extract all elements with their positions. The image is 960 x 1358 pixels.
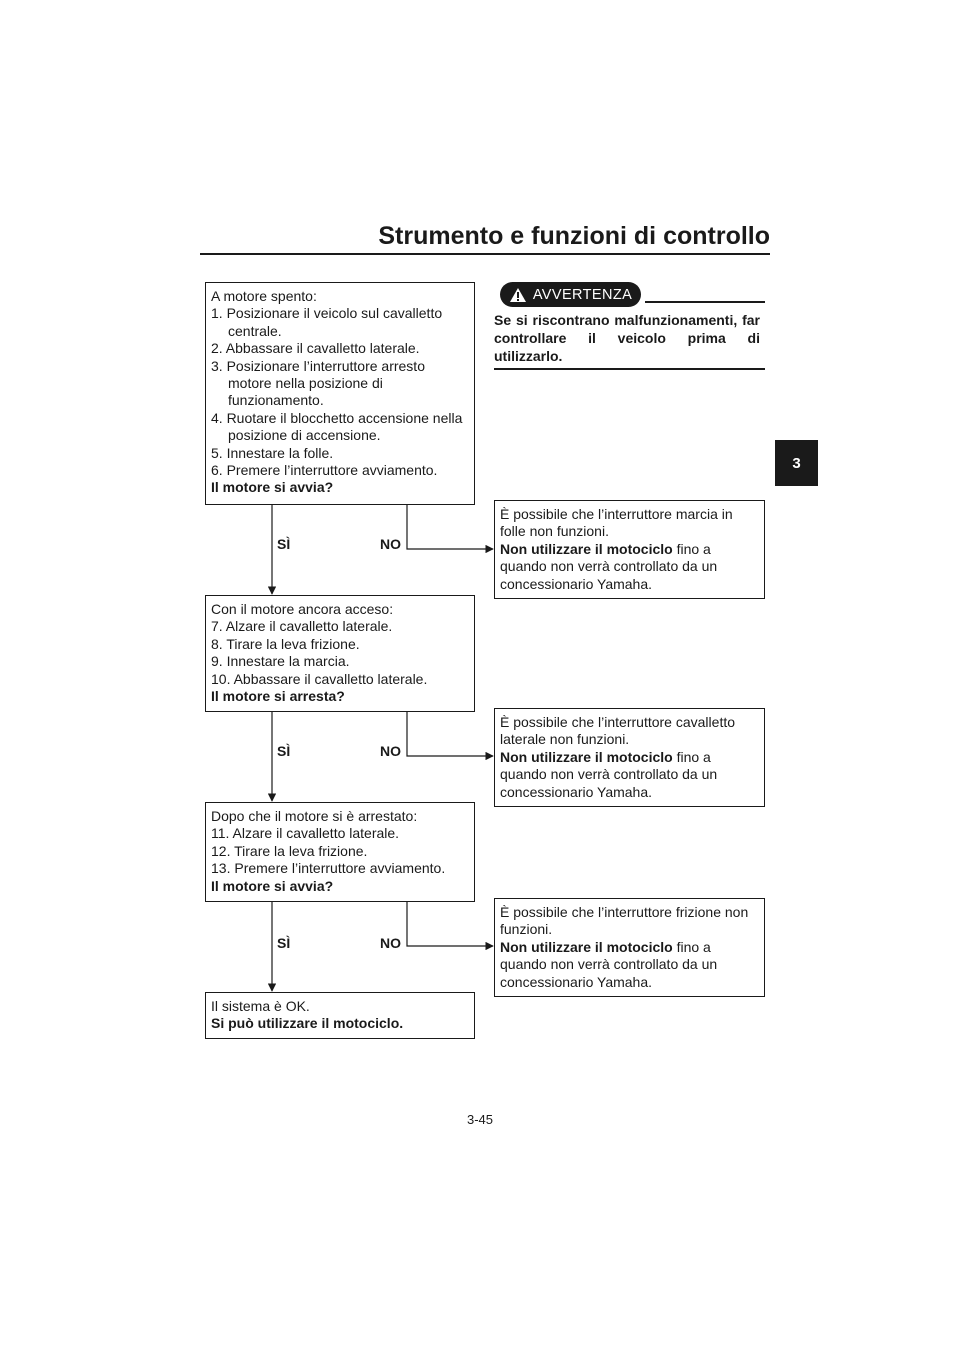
- page-number: 3-45: [466, 1112, 494, 1127]
- result-text: quando non verrà controllato da un: [500, 956, 718, 973]
- flow-step: 11. Alzare il cavalletto laterale.: [211, 825, 400, 842]
- result-text: È possibile che l’interruttore cavalletto: [500, 714, 736, 730]
- result-box-2: [494, 708, 765, 807]
- flow-box-3-question: Il motore si avvia?: [211, 877, 334, 894]
- result-bold: Non utilizzare il motociclo: [500, 938, 673, 955]
- flow-box-3: [205, 802, 475, 902]
- flow-step: 7. Alzare il cavalletto laterale.: [211, 618, 393, 635]
- result-text: [500, 939, 759, 956]
- yes-label-1: SÌ: [277, 536, 291, 552]
- no-arrow-3: [407, 902, 493, 946]
- flow-box-3-intro: Dopo che il motore si è arrestato:: [211, 808, 418, 824]
- chapter-tab: 3: [775, 440, 818, 486]
- flow-box-1-intro: A motore spento:: [211, 288, 317, 304]
- flow-step: 5. Innestare la folle.: [211, 444, 334, 461]
- flow-step: 2. Abbassare il cavalletto laterale.: [211, 340, 420, 357]
- flow-box-4-line2: Si può utilizzare il motociclo.: [211, 1015, 404, 1032]
- result-bold: Non utilizzare il motociclo: [500, 748, 673, 765]
- result-text: quando non verrà controllato da un: [500, 766, 718, 783]
- flow-box-4: [205, 992, 475, 1039]
- flow-box-2-intro: Con il motore ancora acceso:: [211, 601, 394, 617]
- flow-step: 6. Premere l’interruttore avviamento.: [211, 462, 438, 479]
- result-text: quando non verrà controllato da un: [500, 558, 718, 575]
- flow-step: 3. Posizionare l’interruttore arresto motore nella posizione di funzionamento.: [211, 357, 425, 409]
- result-text: concessionario Yamaha.: [500, 575, 653, 592]
- warning-badge-label: AVVERTENZA: [532, 286, 633, 303]
- result-text: concessionario Yamaha.: [500, 783, 653, 800]
- flow-box-2-question: Il motore si arresta?: [211, 688, 345, 705]
- flow-step: 4. Ruotare il blocchetto accensione nella posizione di accensione.: [211, 409, 463, 444]
- result-text: laterale non funzioni.: [500, 731, 630, 748]
- yes-label-3: SÌ: [277, 935, 291, 951]
- result-box-3: [494, 898, 765, 997]
- result-text: [500, 541, 759, 558]
- warning-text: Se si riscontrano malfunzionamenti, far controllare il veicolo prima di utilizzarlo.: [494, 312, 760, 364]
- result-box-1: [494, 500, 765, 599]
- result-bold: Non utilizzare il motociclo: [500, 540, 673, 557]
- flow-box-2: [205, 595, 475, 712]
- no-arrow-1: [407, 505, 493, 549]
- result-text: fino a: [672, 748, 711, 765]
- flow-step: 8. Tirare la leva frizione.: [211, 635, 360, 652]
- page-title: Strumento e funzioni di controllo: [378, 222, 770, 250]
- result-text: È possibile che l’interruttore marcia in: [500, 506, 733, 522]
- flow-box-1: [205, 282, 475, 505]
- flow-step: 1. Posizionare il veicolo sul cavalletto centrale.: [211, 305, 443, 339]
- result-text: folle non funzioni.: [500, 523, 609, 540]
- no-label-2: NO: [380, 743, 401, 759]
- flow-box-4-line1: Il sistema è OK.: [211, 998, 310, 1014]
- result-text: concessionario Yamaha.: [500, 973, 653, 990]
- result-text: funzioni.: [500, 921, 553, 938]
- no-label-3: NO: [380, 935, 401, 951]
- result-text: [500, 749, 759, 766]
- flow-step: 9. Innestare la marcia.: [211, 653, 350, 670]
- result-text: fino a: [672, 540, 711, 557]
- no-label-1: NO: [380, 536, 401, 552]
- flow-box-1-question: Il motore si avvia?: [211, 479, 334, 496]
- result-text: È possibile che l’interruttore frizione non: [500, 904, 749, 920]
- flow-step: 12. Tirare la leva frizione.: [211, 842, 368, 859]
- result-text: fino a: [672, 938, 711, 955]
- flow-step: 10. Abbassare il cavalletto laterale.: [211, 670, 428, 687]
- no-arrow-2: [407, 712, 493, 756]
- flow-step: 13. Premere l’interruttore avviamento.: [211, 860, 446, 877]
- yes-label-2: SÌ: [277, 743, 291, 759]
